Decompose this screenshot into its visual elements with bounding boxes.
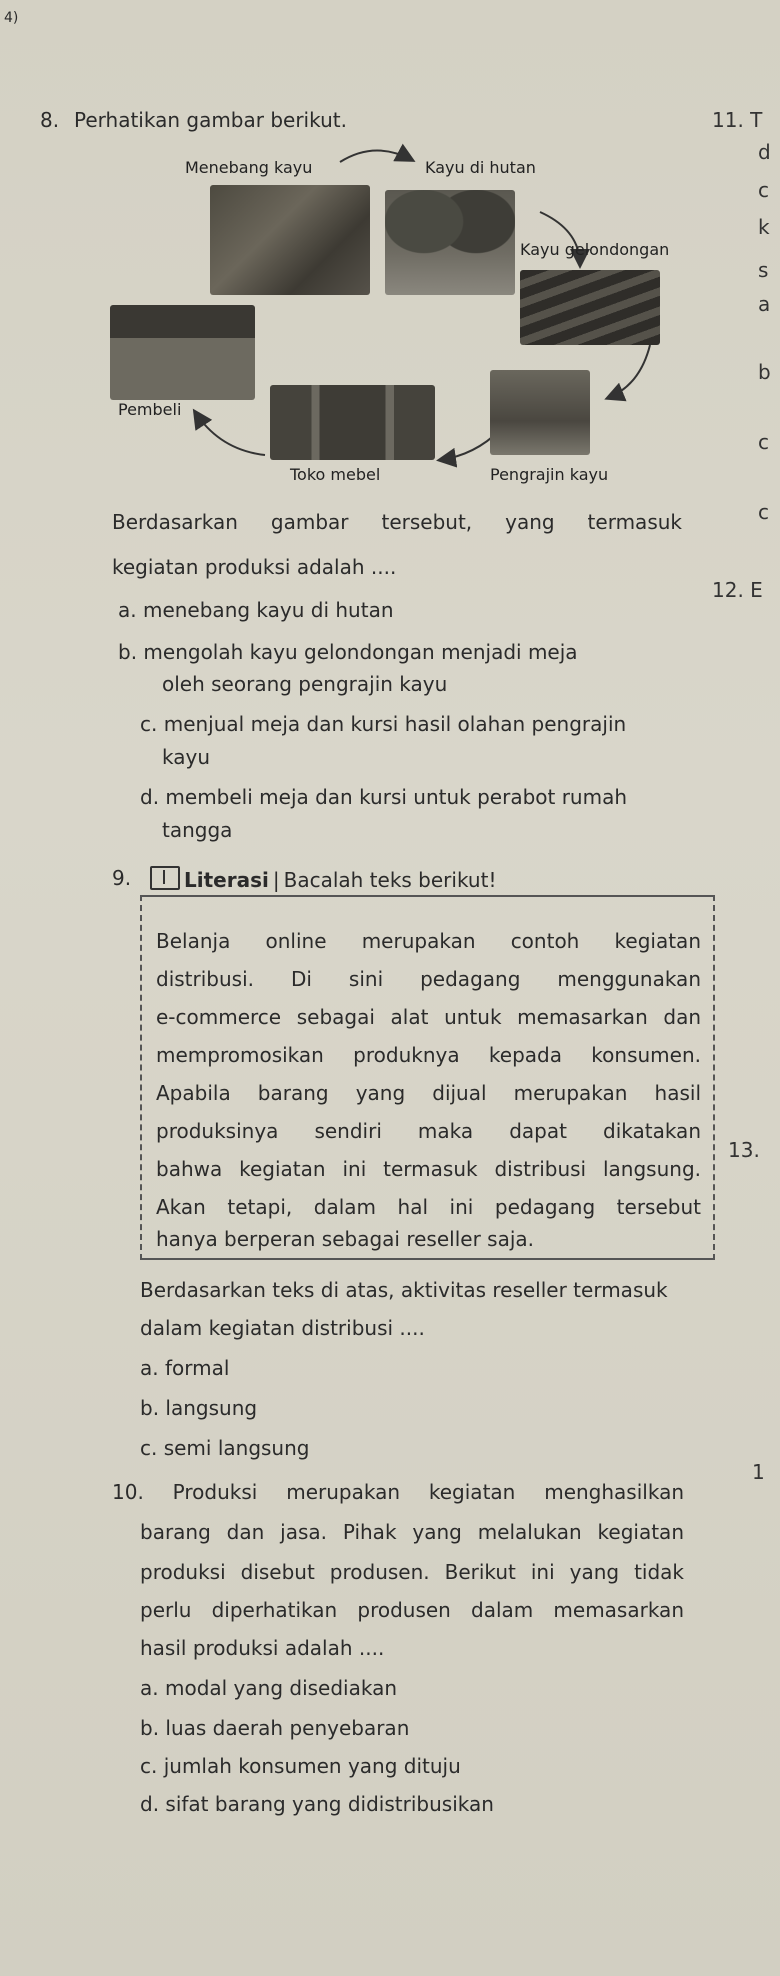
q9-option-a[interactable]: a. formal [140,1356,230,1380]
q8-option-c-cont: kayu [162,745,210,769]
q8-option-a[interactable]: a. menebang kayu di hutan [118,598,394,622]
q8-option-b[interactable]: b. mengolah kayu gelondongan menjadi meja [118,640,578,664]
q8-number: 8. [40,108,60,132]
q10-line: hasil produksi adalah .... [140,1636,385,1660]
q9-question-line1: Berdasarkan teks di atas, aktivitas reseller termasuk [140,1278,668,1302]
forest-illustration [385,190,515,295]
label-toko-mebel: Toko mebel [290,465,381,484]
q12-fragment: 12. E [712,578,763,602]
passage-line: mempromosikan produknya kepada konsumen. [156,1043,701,1067]
q13-fragment: 13. [728,1138,760,1162]
q10-option-a[interactable]: a. modal yang disediakan [140,1676,398,1700]
passage-line: distribusi. Di sini pedagang menggunakan [156,967,701,991]
q8-option-c[interactable]: c. menjual meja dan kursi hasil olahan pengrajin [140,712,627,736]
q9-literasi-label: Literasi [184,868,269,892]
q10-option-b[interactable]: b. luas daerah penyebaran [140,1716,410,1740]
passage-line: hanya berperan sebagai reseller saja. [156,1227,534,1251]
passage-line: produksinya sendiri maka dapat dikatakan [156,1119,701,1143]
q9-number: 9. [112,866,132,890]
q10-line: perlu diperhatikan produsen dalam memasarkan [140,1598,684,1622]
passage-line: Apabila barang yang dijual merupakan hasil [156,1081,701,1105]
craftsman-illustration [490,370,590,455]
right-fragment: s [758,258,769,282]
q9-option-b[interactable]: b. langsung [140,1396,258,1420]
q8-question-line2: kegiatan produksi adalah .... [112,555,397,579]
arrow-toko-pembeli [195,412,265,455]
q8-option-d[interactable]: d. membeli meja dan kursi untuk perabot rumah [140,785,628,809]
q9-header-text: Bacalah teks berikut! [283,868,497,892]
q10-line: produksi disebut produsen. Berikut ini yang tidak [140,1560,684,1584]
passage-line: Belanja online merupakan contoh kegiatan [156,929,701,953]
passage-line: e-commerce sebagai alat untuk memasarkan dan [156,1005,701,1029]
label-menebang-kayu: Menebang kayu [185,158,313,177]
arrow-menebang-hutan [340,150,412,162]
q10-option-d[interactable]: d. sifat barang yang didistribusikan [140,1792,494,1816]
passage-line: Akan tetapi, dalam hal ini pedagang tersebut [156,1195,701,1219]
logging-illustration [210,185,370,295]
right-fragment: c [758,500,769,524]
right-fragment: c [758,430,769,454]
book-icon [150,866,180,890]
right-fragment: c [758,178,769,202]
q10-option-c[interactable]: c. jumlah konsumen yang dituju [140,1754,461,1778]
right-fragment: b [758,360,771,384]
q9-passage-box [140,895,715,1260]
q10-line: barang dan jasa. Pihak yang melalukan kegiatan [140,1520,684,1544]
q9-option-c[interactable]: c. semi langsung [140,1436,310,1460]
arrow-gelondongan-pengrajin [608,345,650,398]
q14-fragment: 1 [752,1460,765,1484]
q9-question-line2: dalam kegiatan distribusi .... [140,1316,425,1340]
q10-line: 10. Produksi merupakan kegiatan menghasilkan [112,1480,684,1504]
q8-question-line1: Berdasarkan gambar tersebut, yang termasuk [112,510,682,534]
q11-fragment: 11. T [712,108,763,132]
q9-header: Literasi | Bacalah teks berikut! [150,866,496,892]
q8-option-d-cont: tangga [162,818,233,842]
passage-line: bahwa kegiatan ini termasuk distribusi langsung. [156,1157,701,1181]
label-kayu-di-hutan: Kayu di hutan [425,158,536,177]
right-fragment: d [758,140,771,164]
right-fragment: k [758,215,770,239]
house-illustration [110,305,255,400]
q8-prompt: Perhatikan gambar berikut. [74,108,347,132]
label-kayu-gelondongan: Kayu gelondongan [520,240,670,259]
furniture-illustration [270,385,435,460]
page-number: 4) [4,10,19,26]
label-pengrajin-kayu: Pengrajin kayu [490,465,609,484]
right-fragment: a [758,292,771,316]
label-pembeli: Pembeli [118,400,182,419]
logs-illustration [520,270,660,345]
q8-option-b-cont: oleh seorang pengrajin kayu [162,672,448,696]
